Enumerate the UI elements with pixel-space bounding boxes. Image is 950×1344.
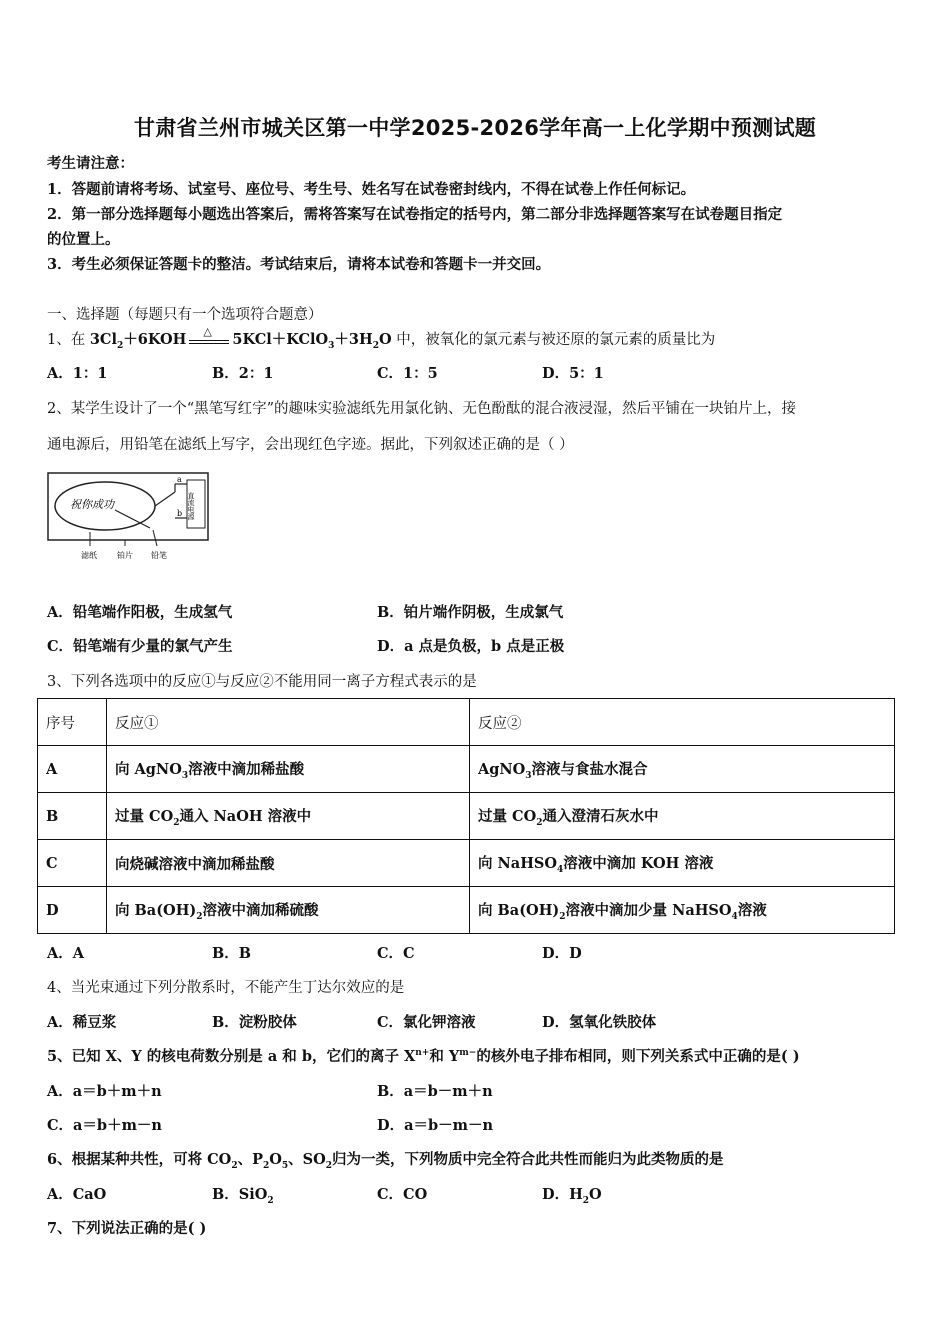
platinum-label: 铂片 [117, 551, 133, 560]
reaction-2-cell: 向 $Ba(OH)_2$溶液中滴加少量 NaHSO$_4$溶液 [470, 887, 895, 934]
row-key: D [38, 887, 107, 934]
q4-option-a[interactable]: A．稀豆浆 [47, 1014, 117, 1031]
q6-option-b[interactable]: B．SiO$_2$ [212, 1186, 274, 1206]
q6-option-a[interactable]: A．CaO [47, 1186, 107, 1203]
row-key: B [38, 793, 107, 840]
filter-paper-text: 祝你成功 [70, 498, 114, 511]
header-cell: 序号 [38, 699, 107, 746]
q6-option-d[interactable]: D．$H_2O$ [542, 1186, 602, 1206]
question-3-stem: 3、下列各选项中的反应①与反应②不能用同一离子方程式表示的是 [47, 674, 477, 690]
q5-option-b[interactable]: B．a＝b－m＋n [377, 1083, 493, 1100]
notice-heading: 考生请注意： [47, 155, 134, 172]
question-1-stem: 1、在 $3Cl_2+6KOH$ △ $5KCl+KClO_3+3H_2O$ 中，被氧化的氯元素与被还原的氯元素的质量比为 [47, 325, 716, 351]
q3-option-a[interactable]: A．A [47, 945, 85, 962]
power-source-label: 直流电源 [187, 492, 195, 520]
q3-option-b[interactable]: B．B [212, 945, 252, 962]
question-2-stem: 2、某学生设计了一个“黑笔写红字”的趣味实验滤纸先用氯化钠、无色酚酞的混合液浸湿，然后平铺在一块铂片上，接 [47, 401, 797, 417]
question-6-stem: 6、根据某种共性，可将 $CO_2$、$P_2O_5$、$SO_2$归为一类，下列物质中完全符合此共性而能归为此类物质的是 [47, 1151, 724, 1171]
table-row [38, 746, 895, 793]
question-5-stem: 5、已知 X、Y 的核电荷数分别是 a 和 b，它们的离子 $X^{n+}$和 $Y^{m-}$的核外电子排布相同，则下列关系式中正确的是( ) [47, 1048, 800, 1065]
q5-option-c[interactable]: C．a＝b＋m－n [47, 1117, 162, 1134]
pencil-label: 铅笔 [151, 551, 167, 560]
point-b-label: b [177, 509, 183, 518]
q1-option-b[interactable]: B．2：1 [212, 365, 274, 382]
filter-paper-label: 滤纸 [81, 551, 97, 560]
reaction-1-cell: 向 $Ba(OH)_2$溶液中滴加稀硫酸 [107, 887, 470, 934]
header-cell: 反应① [107, 699, 470, 746]
q2-option-b[interactable]: B．铂片端作阴极，生成氯气 [377, 604, 564, 621]
reaction-1-cell: 过量 $CO_2$通入 NaOH 溶液中 [107, 793, 470, 840]
point-a-label: a [177, 475, 182, 484]
q6-option-c[interactable]: C．CO [377, 1186, 428, 1203]
q1-option-c[interactable]: C．1：5 [377, 365, 438, 382]
q3-option-d[interactable]: D．D [542, 945, 582, 962]
q5-option-a[interactable]: A．a＝b＋m＋n [47, 1083, 162, 1100]
q1-option-a[interactable]: A．1：1 [47, 365, 108, 382]
reaction-2-cell: AgNO$_3$溶液与食盐水混合 [470, 746, 895, 793]
table-row [38, 840, 895, 887]
q1-option-d[interactable]: D．5：1 [542, 365, 604, 382]
question-4-stem: 4、当光束通过下列分散系时，不能产生丁达尔效应的是 [47, 980, 405, 996]
q4-option-d[interactable]: D．氢氧化铁胶体 [542, 1014, 657, 1031]
row-key: A [38, 746, 107, 793]
question-2-stem-cont: 通电源后，用铅笔在滤纸上写字，会出现红色字迹。据此，下列叙述正确的是（ ） [47, 437, 574, 453]
reaction-2-cell: 过量 $CO_2$通入澄清石灰水中 [470, 793, 895, 840]
q2-option-d[interactable]: D．a 点是负极，b 点是正极 [377, 638, 565, 655]
table-row [38, 793, 895, 840]
question-7-stem: 7、下列说法正确的是( ) [47, 1220, 207, 1237]
notice-item: 2．第一部分选择题每小题选出答案后，需将答案写在试卷指定的括号内，第二部分非选择题答案写在试卷题目指定 [47, 206, 783, 223]
reaction-1-cell: 向烧碱溶液中滴加稀盐酸 [107, 840, 470, 887]
q2-option-a[interactable]: A．铅笔端作阳极，生成氢气 [47, 604, 233, 621]
table-row [38, 887, 895, 934]
table-header-row [38, 699, 895, 746]
reaction-table [37, 698, 895, 934]
section-heading: 一、选择题（每题只有一个选项符合题意） [47, 307, 323, 323]
q4-option-c[interactable]: C．氯化钾溶液 [377, 1014, 476, 1031]
q5-option-d[interactable]: D．a＝b－m－n [377, 1117, 493, 1134]
page-title: 甘肃省兰州市城关区第一中学2025-2026学年高一上化学期中预测试题 [133, 116, 817, 140]
q4-option-b[interactable]: B．淀粉胶体 [212, 1014, 297, 1031]
electrolysis-diagram [45, 470, 215, 562]
q2-option-c[interactable]: C．铅笔端有少量的氯气产生 [47, 638, 233, 655]
q3-option-c[interactable]: C．C [377, 945, 415, 962]
notice-item: 的位置上。 [47, 231, 120, 248]
notice-item: 3．考生必须保证答题卡的整洁。考试结束后，请将本试卷和答题卡一并交回。 [47, 256, 551, 273]
reaction-1-cell: 向 AgNO$_3$溶液中滴加稀盐酸 [107, 746, 470, 793]
row-key: C [38, 840, 107, 887]
reaction-2-cell: 向 NaHSO$_4$溶液中滴加 KOH 溶液 [470, 840, 895, 887]
header-cell: 反应② [470, 699, 895, 746]
notice-item: 1．答题前请将考场、试室号、座位号、考生号、姓名写在试卷密封线内，不得在试卷上作任何标记。 [47, 181, 696, 198]
equals-arrow-icon: △ [189, 333, 229, 347]
